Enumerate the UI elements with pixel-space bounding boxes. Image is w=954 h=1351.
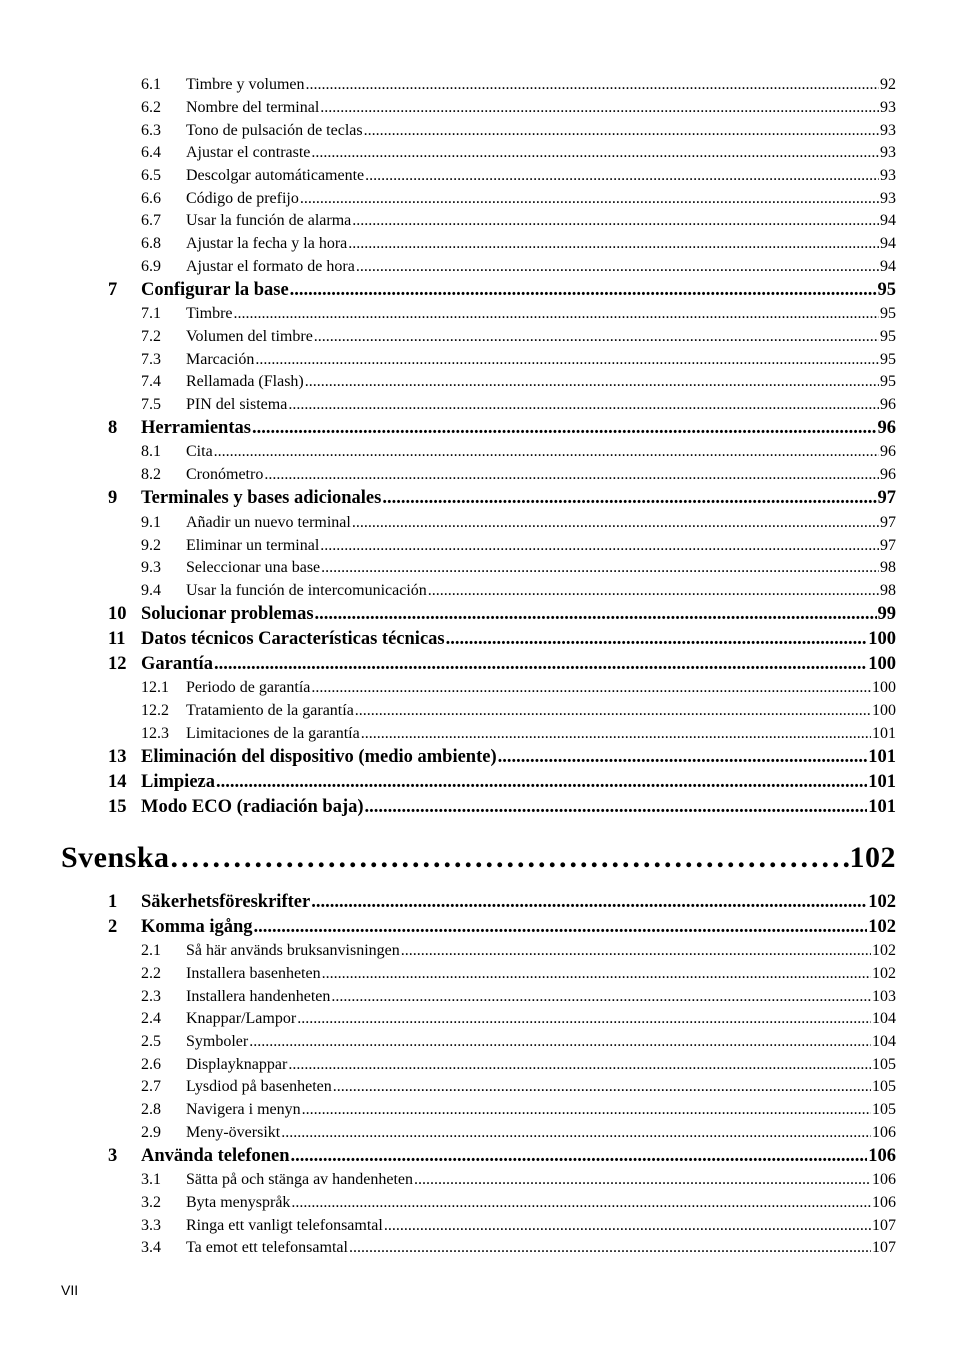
toc-entry[interactable] xyxy=(0,797,954,820)
toc-entry-page: 107 xyxy=(872,1239,896,1256)
toc-entry-page: 97 xyxy=(877,488,896,508)
toc-entry-title: Byta menyspråk xyxy=(186,1194,291,1211)
dot-leader xyxy=(348,235,879,253)
toc-entry-number: 2.4 xyxy=(141,1010,161,1027)
dot-leader xyxy=(384,1217,871,1235)
toc-entry-page: 95 xyxy=(880,328,896,345)
toc-entry-page: 96 xyxy=(880,443,896,460)
toc-entry-title: Marcación xyxy=(186,351,255,368)
toc-entry[interactable] xyxy=(0,942,954,962)
toc-entry-number: 6.4 xyxy=(141,144,161,161)
toc-entry[interactable] xyxy=(0,1146,954,1169)
dot-leader xyxy=(401,942,871,960)
toc-entry[interactable] xyxy=(0,892,954,915)
toc-entry[interactable] xyxy=(0,1194,954,1214)
toc-entry-title: Ta emot ett telefonsamtal xyxy=(186,1239,348,1256)
dot-leader xyxy=(320,537,879,555)
toc-entry-number: 2.3 xyxy=(141,988,161,1005)
toc-entry-page: 93 xyxy=(880,122,896,139)
toc-entry-title: Cronómetro xyxy=(186,466,264,483)
toc-entry[interactable] xyxy=(0,1010,954,1030)
toc-entry-number: 12.3 xyxy=(141,725,169,742)
toc-entry-title: Terminales y bases adicionales xyxy=(141,488,382,508)
toc-entry[interactable] xyxy=(0,1101,954,1121)
dot-leader xyxy=(311,892,867,913)
toc-entry-number: 2.8 xyxy=(141,1101,161,1118)
toc-entry-title: Lysdiod på basenheten xyxy=(186,1078,332,1095)
toc-entry-page: 102 xyxy=(868,917,896,937)
toc-entry-title: Displayknappar xyxy=(186,1056,288,1073)
dot-leader xyxy=(314,328,879,346)
toc-entry-number: 7.5 xyxy=(141,396,161,413)
toc-entry-number: 9.4 xyxy=(141,582,161,599)
toc-entry-title: Använda telefonen xyxy=(141,1146,290,1166)
toc-entry-page: 102 xyxy=(872,942,896,959)
dot-leader xyxy=(349,1239,871,1257)
toc-entry[interactable] xyxy=(0,144,954,164)
toc-entry-number: 3 xyxy=(108,1146,118,1166)
toc-entry-title: Symboler xyxy=(186,1033,249,1050)
dot-leader xyxy=(356,258,879,276)
toc-entry-number: 9.3 xyxy=(141,559,161,576)
dot-leader xyxy=(306,76,879,94)
toc-entry-page: 95 xyxy=(880,351,896,368)
toc-entry-number: 1 xyxy=(108,892,118,912)
dot-leader xyxy=(322,965,871,983)
toc-entry-page: 93 xyxy=(880,167,896,184)
toc-entry-page: 102 xyxy=(872,965,896,982)
toc-entry-page: 106 xyxy=(872,1124,896,1141)
toc-entry-title: Usar la función de alarma xyxy=(186,212,352,229)
toc-entry-title: Meny-översikt xyxy=(186,1124,281,1141)
toc-entry[interactable] xyxy=(0,76,954,96)
toc-entry-number: 12 xyxy=(108,654,127,674)
toc-entry-page: 96 xyxy=(880,466,896,483)
toc-entry[interactable] xyxy=(0,1056,954,1076)
toc-entry-page: 101 xyxy=(868,797,896,817)
dot-leader xyxy=(365,167,879,185)
dot-leader xyxy=(311,679,871,697)
toc-entry[interactable] xyxy=(0,1033,954,1053)
toc-entry-page: 94 xyxy=(880,258,896,275)
toc-entry-number: 15 xyxy=(108,797,127,817)
toc-entry[interactable] xyxy=(0,1239,954,1259)
dot-leader xyxy=(214,654,867,675)
toc-entry[interactable] xyxy=(0,702,954,722)
toc-entry-page: 100 xyxy=(868,629,896,649)
toc-entry-title: Nombre del terminal xyxy=(186,99,320,116)
toc-entry-page: 105 xyxy=(872,1056,896,1073)
toc-entry-page: 106 xyxy=(872,1194,896,1211)
toc-entry-number: 7.4 xyxy=(141,373,161,390)
dot-leader xyxy=(255,351,879,369)
toc-entry-page: 95 xyxy=(880,373,896,390)
toc-entry[interactable] xyxy=(0,167,954,187)
dot-leader xyxy=(264,466,879,484)
toc-entry-title: Säkerhetsföreskrifter xyxy=(141,892,311,912)
toc-entry-number: 13 xyxy=(108,747,127,767)
dot-leader xyxy=(290,280,877,301)
toc-entry[interactable] xyxy=(0,514,954,534)
toc-entry[interactable] xyxy=(0,582,954,602)
toc-entry-number: 6.5 xyxy=(141,167,161,184)
toc-entry-title: Navigera i menyn xyxy=(186,1101,301,1118)
toc-entry[interactable] xyxy=(0,537,954,557)
dot-leader xyxy=(320,99,879,117)
toc-entry[interactable] xyxy=(0,212,954,232)
toc-entry-number: 8 xyxy=(108,418,118,438)
toc-entry-title: Sätta på och stänga av handenheten xyxy=(186,1171,414,1188)
toc-entry-page: 101 xyxy=(868,747,896,767)
toc-entry[interactable] xyxy=(0,443,954,463)
toc-entry-page: 100 xyxy=(872,702,896,719)
toc-entry-page: 104 xyxy=(872,1033,896,1050)
toc-entry-title: Solucionar problemas xyxy=(141,604,314,624)
dot-leader xyxy=(291,1194,871,1212)
dot-leader xyxy=(321,559,879,577)
toc-entry-title: Tono de pulsación de teclas xyxy=(186,122,363,139)
dot-leader xyxy=(281,1124,871,1142)
toc-entry-title: Añadir un nuevo terminal xyxy=(186,514,351,531)
toc-entry-number: 12.1 xyxy=(141,679,169,696)
toc-entry[interactable] xyxy=(0,1078,954,1098)
toc-entry-number: 6.2 xyxy=(141,99,161,116)
toc-entry-title: Timbre xyxy=(186,305,233,322)
toc-entry-number: 6.9 xyxy=(141,258,161,275)
toc-entry[interactable] xyxy=(0,190,954,210)
toc-entry-page: 96 xyxy=(880,396,896,413)
toc-entry-number: 9.1 xyxy=(141,514,161,531)
dot-leader xyxy=(365,797,868,818)
toc-entry-page: 94 xyxy=(880,212,896,229)
toc-entry[interactable] xyxy=(0,488,954,511)
toc-entry-page: 104 xyxy=(872,1010,896,1027)
dot-leader xyxy=(352,514,879,532)
dot-leader xyxy=(382,488,876,509)
dot-leader xyxy=(311,144,879,162)
toc-entry-title: Código de prefijo xyxy=(186,190,299,207)
toc-entry[interactable] xyxy=(0,373,954,393)
toc-entry-number: 2.5 xyxy=(141,1033,161,1050)
toc-entry-number: 2.6 xyxy=(141,1056,161,1073)
toc-entry-title: Installera handenheten xyxy=(186,988,331,1005)
toc-entry[interactable] xyxy=(0,99,954,119)
toc-entry-number: 8.2 xyxy=(141,466,161,483)
toc-entry-number: 7 xyxy=(108,280,118,300)
toc-entry-page: 97 xyxy=(880,514,896,531)
dot-leader xyxy=(252,418,877,439)
toc-entry-page: 102 xyxy=(849,841,896,874)
toc-entry-number: 6.3 xyxy=(141,122,161,139)
toc-entry-page: 106 xyxy=(872,1171,896,1188)
toc-entry[interactable] xyxy=(0,988,954,1008)
toc-entry-title: Herramientas xyxy=(141,418,251,438)
toc-entry[interactable] xyxy=(0,604,954,627)
toc-entry-page: 98 xyxy=(880,582,896,599)
toc-entry[interactable] xyxy=(0,122,954,142)
dot-leader xyxy=(288,396,879,414)
dot-leader xyxy=(355,702,871,720)
toc-entry-title: Usar la función de intercomunicación xyxy=(186,582,427,599)
dot-leader xyxy=(302,1101,871,1119)
dot-leader xyxy=(498,747,868,768)
toc-entry-page: 102 xyxy=(868,892,896,912)
toc-entry[interactable] xyxy=(0,305,954,325)
toc-entry-title: Knappar/Lampor xyxy=(186,1010,297,1027)
dot-leader xyxy=(305,373,879,391)
toc-entry[interactable] xyxy=(0,917,954,940)
dot-leader xyxy=(288,1056,871,1074)
toc-entry-page: 100 xyxy=(872,679,896,696)
dot-leader xyxy=(446,629,868,650)
dot-leader xyxy=(297,1010,871,1028)
toc-entry-number: 2.9 xyxy=(141,1124,161,1141)
dot-leader xyxy=(428,582,879,600)
toc-entry-page: 95 xyxy=(877,280,896,300)
toc-entry-title: Configurar la base xyxy=(141,280,289,300)
toc-entry-title: Så här används bruksanvisningen xyxy=(186,942,400,959)
toc-entry-title: Timbre y volumen xyxy=(186,76,305,93)
dot-leader xyxy=(171,841,849,875)
toc-entry[interactable] xyxy=(0,280,954,303)
toc-entry[interactable] xyxy=(0,1171,954,1191)
toc-entry-page: 101 xyxy=(868,772,896,792)
toc-entry-page: 100 xyxy=(868,654,896,674)
toc-entry-title: Svenska xyxy=(61,841,170,874)
toc-entry[interactable] xyxy=(0,679,954,699)
toc-entry-number: 7.2 xyxy=(141,328,161,345)
toc-entry-number: 8.1 xyxy=(141,443,161,460)
dot-leader xyxy=(214,443,879,461)
dot-leader xyxy=(331,988,871,1006)
toc-entry-title: Rellamada (Flash) xyxy=(186,373,304,390)
toc-entry-number: 6.1 xyxy=(141,76,161,93)
page-number-footer: VII xyxy=(61,1282,79,1298)
toc-entry-title: Seleccionar una base xyxy=(186,559,321,576)
dot-leader xyxy=(315,604,877,625)
toc-entry[interactable] xyxy=(0,965,954,985)
toc-entry-page: 101 xyxy=(872,725,896,742)
toc-entry-title: Eliminación del dispositivo (medio ambiente) xyxy=(141,747,497,767)
toc-entry-title: Modo ECO (radiación baja) xyxy=(141,797,364,817)
toc-entry-number: 3.4 xyxy=(141,1239,161,1256)
toc-entry[interactable] xyxy=(0,418,954,441)
toc-entry[interactable] xyxy=(0,235,954,255)
dot-leader xyxy=(361,725,871,743)
toc-entry-title: Ringa ett vanligt telefonsamtal xyxy=(186,1217,383,1234)
toc-entry[interactable] xyxy=(0,466,954,486)
toc-entry[interactable] xyxy=(0,629,954,652)
toc-entry-page: 95 xyxy=(880,305,896,322)
toc-entry-title: Descolgar automáticamente xyxy=(186,167,365,184)
toc-entry-title: Ajustar el contraste xyxy=(186,144,311,161)
toc-entry-number: 6.8 xyxy=(141,235,161,252)
toc-entry-number: 12.2 xyxy=(141,702,169,719)
toc-entry-page: 93 xyxy=(880,190,896,207)
dot-leader xyxy=(234,305,879,323)
toc-entry-page: 96 xyxy=(877,418,896,438)
toc-entry-number: 2.7 xyxy=(141,1078,161,1095)
dot-leader xyxy=(249,1033,871,1051)
toc-entry-page: 92 xyxy=(880,76,896,93)
toc-entry-title: Tratamiento de la garantía xyxy=(186,702,354,719)
toc-entry-page: 97 xyxy=(880,537,896,554)
toc-entry-title: Datos técnicos Características técnicas xyxy=(141,629,445,649)
toc-entry-title: Komma igång xyxy=(141,917,253,937)
toc-entry[interactable] xyxy=(0,747,954,770)
toc-entry-title: Volumen del timbre xyxy=(186,328,313,345)
toc-entry-title: Ajustar la fecha y la hora xyxy=(186,235,348,252)
toc-entry-title: Ajustar el formato de hora xyxy=(186,258,355,275)
toc-entry[interactable] xyxy=(0,258,954,278)
toc-entry-number: 3.1 xyxy=(141,1171,161,1188)
toc-entry-page: 105 xyxy=(872,1078,896,1095)
toc-entry-number: 9.2 xyxy=(141,537,161,554)
toc-entry-number: 2 xyxy=(108,917,118,937)
toc-entry-number: 2.1 xyxy=(141,942,161,959)
dot-leader xyxy=(216,772,867,793)
toc-entry-number: 3.2 xyxy=(141,1194,161,1211)
toc-entry-title: Limitaciones de la garantía xyxy=(186,725,360,742)
toc-entry[interactable] xyxy=(0,351,954,371)
toc-entry-number: 11 xyxy=(108,629,126,649)
toc-entry-page: 107 xyxy=(872,1217,896,1234)
toc-entry-number: 2.2 xyxy=(141,965,161,982)
toc-entry-number: 9 xyxy=(108,488,118,508)
toc-entry-page: 99 xyxy=(877,604,896,624)
toc-entry-number: 6.7 xyxy=(141,212,161,229)
toc-entry-title: Cita xyxy=(186,443,213,460)
dot-leader xyxy=(254,917,868,938)
toc-entry-number: 3.3 xyxy=(141,1217,161,1234)
toc-entry[interactable] xyxy=(0,654,954,677)
toc-entry-page: 98 xyxy=(880,559,896,576)
toc-entry-number: 7.1 xyxy=(141,305,161,322)
dot-leader xyxy=(291,1146,868,1167)
toc-entry-number: 7.3 xyxy=(141,351,161,368)
toc-entry-number: 14 xyxy=(108,772,127,792)
dot-leader xyxy=(352,212,879,230)
toc-entry-page: 93 xyxy=(880,144,896,161)
toc-entry[interactable] xyxy=(0,841,954,879)
toc-entry-page: 106 xyxy=(868,1146,896,1166)
toc-entry[interactable] xyxy=(0,772,954,795)
toc-entry-title: PIN del sistema xyxy=(186,396,288,413)
toc-entry-title: Eliminar un terminal xyxy=(186,537,320,554)
toc-entry[interactable] xyxy=(0,725,954,745)
toc-entry[interactable] xyxy=(0,1217,954,1237)
toc-entry-page: 103 xyxy=(872,988,896,1005)
toc-entry[interactable] xyxy=(0,396,954,416)
toc-entry[interactable] xyxy=(0,559,954,579)
toc-entry-page: 94 xyxy=(880,235,896,252)
toc-entry-title: Garantía xyxy=(141,654,213,674)
toc-entry[interactable] xyxy=(0,328,954,348)
toc-entry-title: Periodo de garantía xyxy=(186,679,311,696)
dot-leader xyxy=(364,122,879,140)
toc-entry-page: 105 xyxy=(872,1101,896,1118)
toc-entry-number: 6.6 xyxy=(141,190,161,207)
dot-leader xyxy=(300,190,879,208)
dot-leader xyxy=(333,1078,871,1096)
toc-entry-number: 10 xyxy=(108,604,127,624)
dot-leader xyxy=(414,1171,871,1189)
toc-entry[interactable] xyxy=(0,1124,954,1144)
toc-entry-title: Installera basenheten xyxy=(186,965,321,982)
toc-entry-title: Limpieza xyxy=(141,772,215,792)
toc-entry-page: 93 xyxy=(880,99,896,116)
